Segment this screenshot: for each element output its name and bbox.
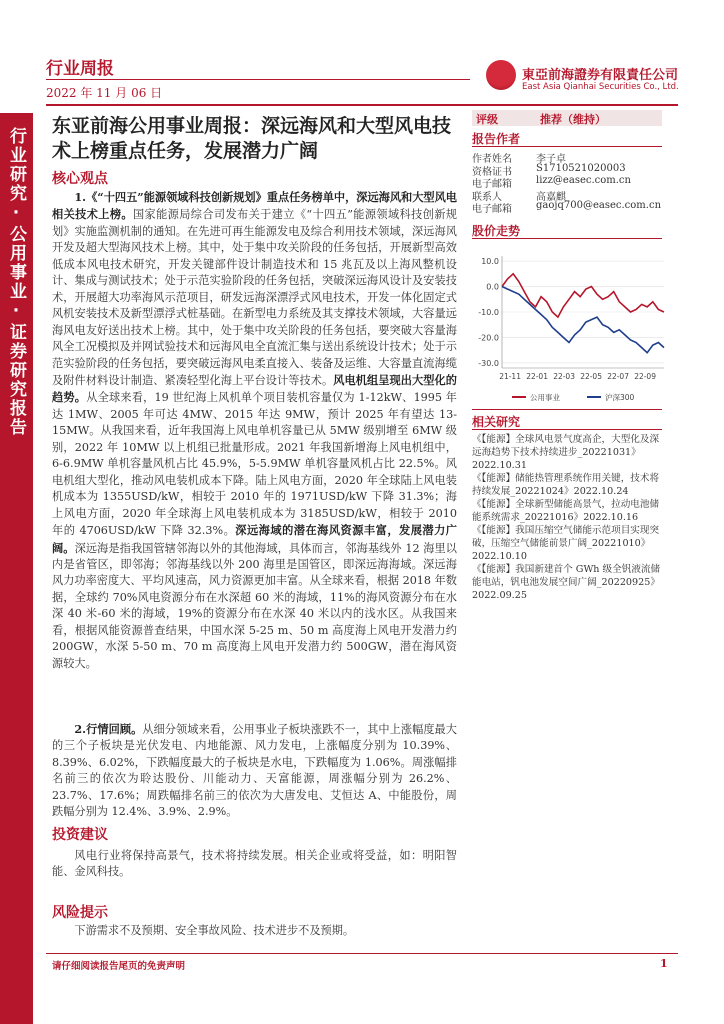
chart-bottom-rule <box>472 409 662 410</box>
related-heading: 相关研究 <box>472 415 521 429</box>
authors-rule <box>472 146 662 147</box>
author-info-value[interactable]: gaojq700@easec.com.cn <box>536 200 662 211</box>
company-name-cn: 東亞前海證券有限責任公司 <box>522 68 679 83</box>
y-tick-label: -30.0 <box>478 358 499 368</box>
p1-lead: 1.《“十四五”能源领域科技创新规划》重点任务榜单中，深远海风和大型风电相关技术上榜。 <box>52 190 457 222</box>
page-number: 1 <box>660 957 668 970</box>
p2-text: 从细分领域来看，公用事业子板块涨跌不一，其中上涨幅度最大的三个子板块是光伏发电、内地能源、风力发电，上涨幅度分别为 10.39%、8.39%、6.02%，下跌幅度最大的子板块是水电，下跌幅度为 1.06%。周涨幅排名前三的依次为聆达股份、川能动力、天富能源，周涨幅分别为 26.2%、23.7%、17.6%；周跌幅排名前三的依次为大唐发电、艾恒达 A、中能股份，周跌幅分别为 12.4%、3.9%、2.9%。 <box>52 723 457 819</box>
x-tick-label: 21-11 <box>499 372 521 381</box>
author-info-value: 高嘉麒 <box>536 191 566 203</box>
p2-lead: 2.行情回顾。 <box>74 722 143 736</box>
risk-text <box>52 923 457 939</box>
investment-paragraph: 风电行业将保持高景气，技术将持续发展。相关企业或将受益，如：明阳智能、金风科技。 <box>52 849 457 879</box>
report-date: 2022 年 11 月 06 日 <box>46 86 163 100</box>
p1-text-a: 国家能源局综合司发布关于建立《“十四五”能源领域科技创新规划》实施监测机制的通知。在先进可再生能源发电及综合利用技术领域，深远海风开发及超大型海风技术上榜。其中，处于集中攻关阶段的任务包括，开展新型高效低成本风电技术研究，开发关键部件设计制造技术和 15 兆瓦及以上海风整机设计、集成与测试技术；处于示范实验阶段的任务包括，突破深远海风设计及安装技术，开展超大功率海风示范项目，研发远海深漂浮式风电技术，开发一体化固定式风机安装技术及新型漂浮式桩基础。在新型电力系统及其支撑技术领域，大容量远海风电友好送出技术上榜。其中，处于集中攻关阶段的任务包括，要突破大容量海风全工况模拟及并网试验技术和远海风电全直流汇集与送出系统设计技术；处于示范实验阶段的任务包括，要突破远海风电柔直接入、装备及运维、大容量直流海缆及附件材料设计制造、紧凑轻型化海上平台设计等技术。 <box>52 208 457 387</box>
header-bottom-rule <box>46 104 678 106</box>
sidebar-category: 行业研究·公用事业·证券研究报告 <box>0 113 33 1024</box>
risk-paragraph: 下游需求不及预期、安全事故风险、技术进步不及预期。 <box>74 924 355 937</box>
trend-rule <box>472 238 662 239</box>
p1-highlight-d: 深远海域的潜在海风资源丰富，发展潜力广阔。 <box>52 523 457 555</box>
author-info-row <box>472 200 662 213</box>
author-info-row <box>472 188 662 201</box>
related-report-link[interactable]: 《【能源】全球风电景气度高企，大型化及深远海趋势下技术持续进步_20221031》2022.10.31 <box>472 434 660 471</box>
rating-label: 评级 <box>476 113 498 126</box>
x-tick-label: 22-01 <box>526 372 548 381</box>
report-title: 东亚前海公用事业周报：深远海风和大型风电技术上榜重点任务，发展潜力广阔 <box>52 115 452 162</box>
header-divider <box>46 79 470 80</box>
company-logo-icon <box>486 60 516 90</box>
x-tick-label: 22-03 <box>553 372 575 381</box>
footer-rule <box>46 953 678 954</box>
related-report-link[interactable]: 《【能源】全球新型储能高景气，拉动电池储能系统需求_20221016》2022.10.16 <box>472 499 660 523</box>
p1-text-c: 从全球来看，19 世纪海上风机单个项目装机容量仅为 1-12kW、1995 年达 1MW、2005 年可达 4MW、2015 年达 9MW，预计 2025 年有望达 13-15MW。从我国来看，近年我国海上风电单机容量已从 5MW 级别增至 6MW 级别，2022 年 10MW 以上机组已批量形成。2021 年我国新增海上风电机组中，6-6.9MW 单机容量风机占比 45.9%，5-5.9MW 单机容量风机占比 22.5%。风电机组大型化，推动风电装机成本下降。陆上风电方面，2020 年全球陆上风电装机成本为 1355USD/kW，相较于 2010 年的 1971USD/kW 下降 31.3%；海上风电方面，2020 年全球海上风电装机成本为 3185USD/kW，相较于 2010 年的 4706USD/kW 下降 32.3%。 <box>52 391 457 538</box>
investment-heading: 投资建议 <box>52 827 108 843</box>
legend-label: 沪深300 <box>605 393 635 402</box>
paragraph-2 <box>52 721 457 821</box>
author-info-key: 联系人 <box>472 191 502 203</box>
series-line-utilities <box>502 274 664 317</box>
stock-trend-chart <box>472 242 672 407</box>
risk-heading: 风险提示 <box>52 905 108 921</box>
authors-heading: 报告作者 <box>472 132 521 146</box>
related-report-link[interactable]: 《【能源】我国新建首个 GWh 级全钒液流储能电站，钒电池发展空间广阔_20220925》2022.09.25 <box>472 564 661 601</box>
y-tick-label: -10.0 <box>478 308 499 317</box>
trend-heading: 股价走势 <box>472 224 521 238</box>
x-tick-label: 22-07 <box>607 372 629 381</box>
author-info-key: 资格证书 <box>472 166 512 178</box>
x-tick-label: 22-09 <box>634 372 656 381</box>
author-info-value: S1710521020003 <box>536 162 626 174</box>
y-tick-label: 0.0 <box>486 282 499 292</box>
related-report-link[interactable]: 《【能源】我国压缩空气储能示范项目实现突破，压缩空气储能前景广阔_20221010》2022.10.10 <box>472 525 660 562</box>
x-tick-label: 22-05 <box>580 372 602 381</box>
author-info-key: 作者姓名 <box>472 154 512 165</box>
rating-value: 推荐（维持） <box>540 113 606 126</box>
investment-text <box>52 848 457 881</box>
y-tick-label: -20.0 <box>478 333 499 343</box>
p1-text-e: 深远海是指我国管辖邻海以外的其他海域，具体而言，邻海基线外 12 海里以内是省管区，即邻海；邻海基线以外 200 海里是国管区，即深远海海域。深远海风力功率密度大、平均风速高，风力资源更加丰富。从全球来看，根据 2018 年数据，全球约 70%风电资源分布在水深超 60 米的海域，11%的海风资源分布在水深 40 米-60 米的海域，19%的资源分布在水深 40 米以内的浅水区。从我国来看，根据风能资源普查结果，中国水深 5-25 m、50 m 高度海上风电开发潜力约 200GW，水深 5-50 m、70 m 高度海上风电开发潜力约 500GW，潜在海风资源较大。 <box>52 541 457 670</box>
author-info-key: 电子邮箱 <box>472 179 512 190</box>
report-type: 行业周报 <box>46 59 114 79</box>
core-view-heading: 核心观点 <box>52 171 108 187</box>
author-info-row <box>472 150 662 163</box>
legend-label: 公用事业 <box>530 393 560 402</box>
y-tick-label: 10.0 <box>481 257 499 267</box>
author-info-row <box>472 175 662 188</box>
footer-disclaimer[interactable]: 请仔细阅读报告尾页的免责声明 <box>52 961 186 972</box>
related-list <box>472 433 662 602</box>
rating-bar <box>472 110 662 126</box>
author-info-value[interactable]: lizz@easec.com.cn <box>536 175 631 186</box>
company-name-en: East Asia Qianhai Securities Co., Ltd. <box>522 82 679 92</box>
author-info-row <box>472 163 662 176</box>
p1-highlight-b: 风电机组呈现出大型化的趋势。 <box>52 372 457 405</box>
related-rule <box>472 429 662 430</box>
paragraph-1 <box>52 189 457 672</box>
author-info-value: 李子卓 <box>536 154 566 165</box>
related-report-link[interactable]: 《【能源】储能热管理系统作用关键，技术将持续发展_20221024》2022.10.24 <box>472 473 660 497</box>
author-info-key: 电子邮箱 <box>472 204 512 215</box>
